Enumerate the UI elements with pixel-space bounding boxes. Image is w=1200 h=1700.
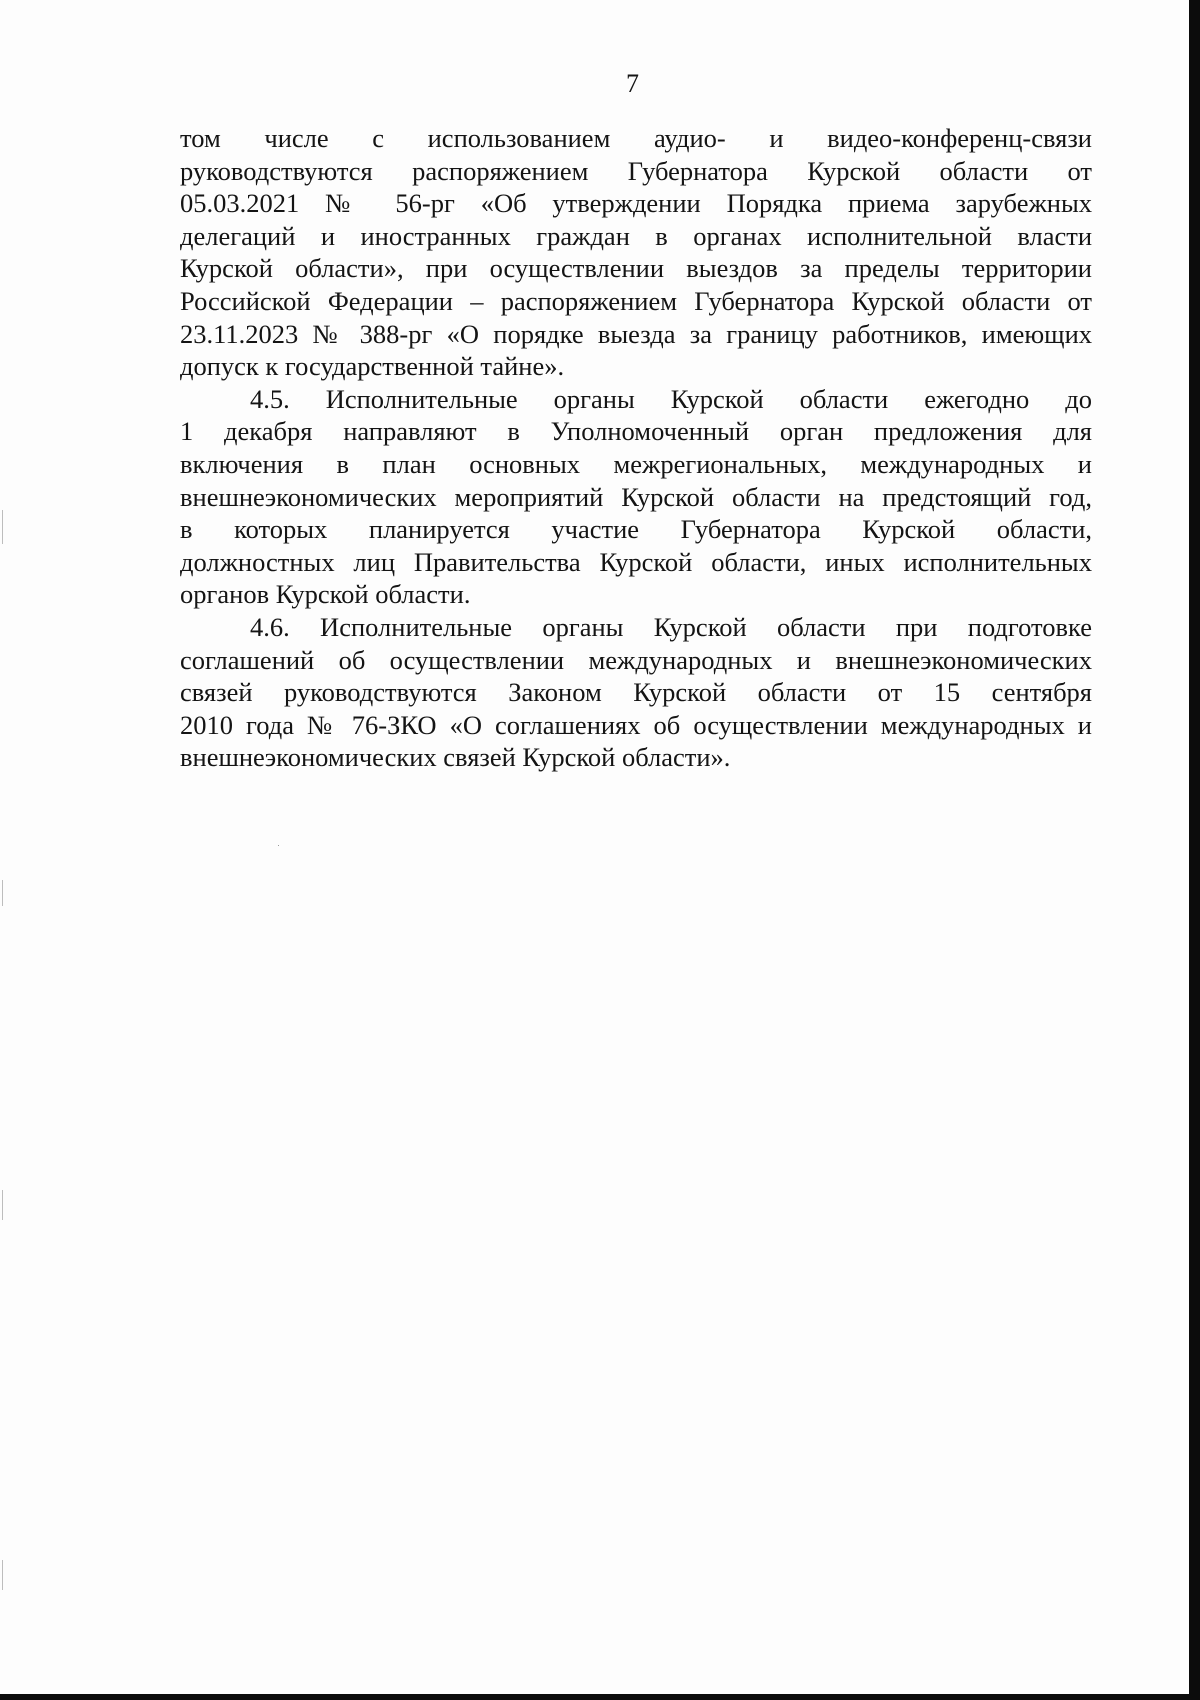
paragraph-4-6 bbox=[180, 611, 1092, 774]
scan-mark bbox=[2, 880, 3, 906]
text-line: должностных лиц Правительства Курской области, иных исполнительных bbox=[180, 546, 1092, 577]
text-line: том числе с использованием аудио- и видео-конференц-связи bbox=[180, 123, 1092, 153]
text-line: 05.03.2021 № 56-рг «Об утверждении Порядка приема зарубежных bbox=[180, 188, 1092, 219]
scan-mark bbox=[2, 510, 3, 544]
text-line: включения в план основных межрегиональных, международных и bbox=[180, 448, 1092, 479]
text-line: 23.11.2023 № 388-рг «О порядке выезда за границу работников, имеющих bbox=[180, 318, 1092, 349]
scan-edge-bottom bbox=[0, 1694, 1200, 1700]
page-number: 7 bbox=[626, 69, 639, 98]
text-line: соглашений об осуществлении международных и внешнеэкономических bbox=[180, 644, 1092, 675]
scan-mark bbox=[2, 1190, 3, 1220]
text-line: 1 декабря направляют в Уполномоченный орган предложения для bbox=[180, 416, 1092, 447]
paragraph-4-5 bbox=[180, 383, 1092, 611]
text-line: внешнеэкономических мероприятий Курской области на предстоящий год, bbox=[180, 481, 1092, 512]
text-line: 4.5. Исполнительные органы Курской области ежегодно до bbox=[250, 383, 1092, 414]
scan-edge-right bbox=[1189, 0, 1200, 1700]
text-line: делегаций и иностранных граждан в органах исполнительной власти bbox=[180, 220, 1092, 251]
paragraph-continuation bbox=[180, 122, 1092, 383]
text-line: органов Курской области. bbox=[180, 579, 471, 610]
text-line: внешнеэкономических связей Курской области». bbox=[180, 742, 731, 773]
text-line: 2010 года № 76-ЗКО «О соглашениях об осуществлении международных и bbox=[180, 709, 1092, 740]
scan-speck bbox=[278, 845, 279, 846]
text-line: Курской области», при осуществлении выездов за пределы территории bbox=[180, 253, 1092, 284]
text-line: связей руководствуются Законом Курской области от 15 сентября bbox=[180, 677, 1092, 708]
text-line: руководствуются распоряжением Губернатора Курской области от bbox=[180, 155, 1092, 186]
text-line: Российской Федерации – распоряжением Губернатора Курской области от bbox=[180, 285, 1092, 316]
text-line: 4.6. Исполнительные органы Курской области при подготовке bbox=[250, 611, 1092, 642]
scan-mark bbox=[2, 1560, 3, 1590]
body-text bbox=[180, 122, 1092, 774]
text-line: в которых планируется участие Губернатора Курской области, bbox=[180, 514, 1092, 545]
text-line: допуск к государственной тайне». bbox=[180, 351, 565, 382]
